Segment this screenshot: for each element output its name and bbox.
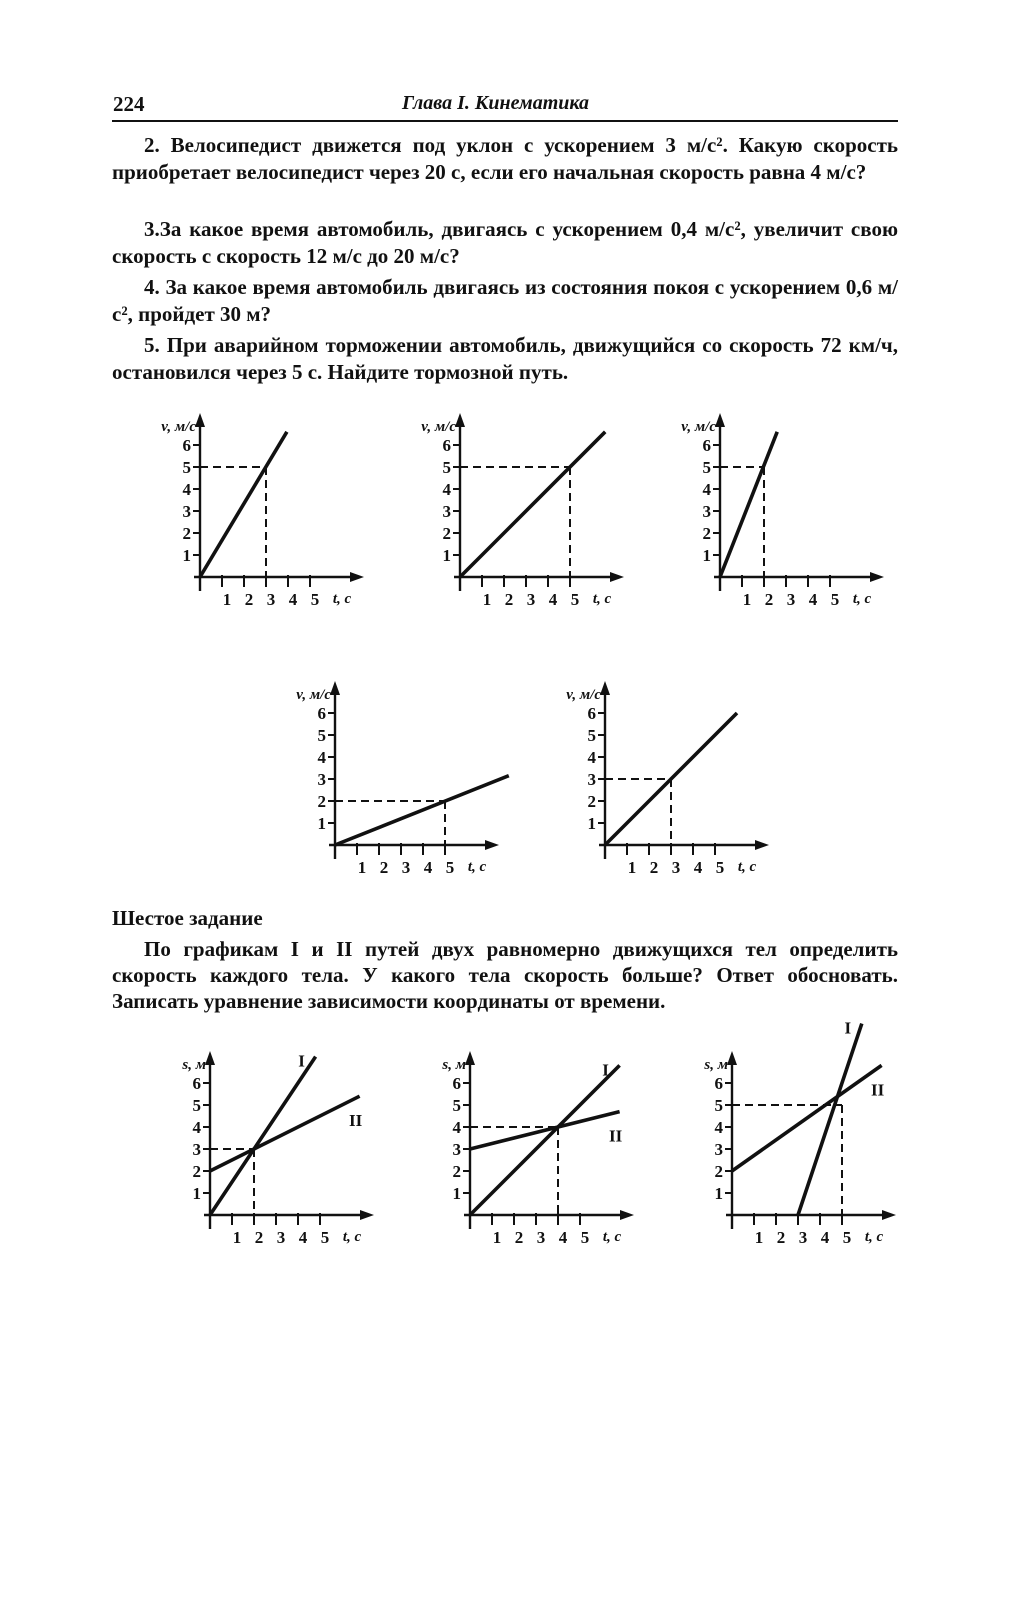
x-tick-label: 2: [504, 590, 514, 609]
velocity-graph-2: [390, 405, 630, 615]
y-axis-label: v, м/с: [681, 419, 716, 435]
page-number: 224: [113, 92, 145, 116]
x-tick-label: 4: [808, 590, 818, 609]
y-axis-label: v, м/с: [421, 419, 456, 435]
y-tick-label: 3: [702, 502, 711, 521]
x-tick-label: 4: [423, 858, 433, 877]
y-tick-label: 1: [452, 1184, 461, 1203]
y-tick-label: 2: [702, 524, 711, 543]
series-line: [200, 432, 287, 577]
y-axis-arrow: [455, 413, 465, 427]
y-tick-label: 6: [714, 1074, 723, 1093]
x-tick-label: 1: [232, 1228, 242, 1247]
y-axis-label: v, м/с: [161, 419, 196, 435]
y-tick-label: 1: [317, 814, 326, 833]
x-tick-label: 2: [254, 1228, 264, 1247]
series-line: [470, 1065, 620, 1215]
y-tick-label: 6: [702, 436, 711, 455]
y-tick-label: 4: [192, 1118, 201, 1137]
y-tick-label: 3: [587, 770, 596, 789]
series-label: I: [844, 1018, 852, 1038]
x-axis-arrow: [620, 1210, 634, 1220]
y-tick-label: 6: [442, 436, 451, 455]
x-tick-label: 3: [401, 858, 411, 877]
x-tick-label: 4: [693, 858, 703, 877]
y-axis-label: v, м/с: [566, 687, 601, 703]
x-tick-label: 1: [482, 590, 492, 609]
y-tick-label: 2: [452, 1162, 461, 1181]
y-axis-arrow: [715, 413, 725, 427]
y-tick-label: 3: [317, 770, 326, 789]
problem-5-text: 5. При аварийном торможении автомобиль, движущийся со скорость 72 км/ч, остановился через 5 с. Найдите тормозной путь.: [112, 333, 898, 384]
y-axis-label: v, м/с: [296, 687, 331, 703]
x-tick-label: 3: [786, 590, 796, 609]
distance-graph-3: [662, 1018, 902, 1258]
x-tick-label: 3: [526, 590, 536, 609]
x-tick-label: 5: [570, 590, 580, 609]
y-tick-label: 4: [442, 480, 451, 499]
y-tick-label: 1: [714, 1184, 723, 1203]
x-axis-arrow: [882, 1210, 896, 1220]
y-tick-label: 5: [714, 1096, 723, 1115]
problem-2: [112, 132, 898, 185]
y-tick-label: 4: [452, 1118, 461, 1137]
velocity-graph-4: [265, 673, 505, 883]
y-axis-arrow: [727, 1051, 737, 1065]
velocity-graph-5: [535, 673, 775, 883]
series-line: [732, 1065, 882, 1171]
y-tick-label: 1: [182, 546, 191, 565]
x-tick-label: 5: [830, 590, 840, 609]
x-tick-label: 3: [671, 858, 681, 877]
chapter-title: Глава I. Кинематика: [402, 92, 590, 114]
x-tick-label: 3: [798, 1228, 808, 1247]
y-tick-label: 6: [317, 704, 326, 723]
y-tick-label: 1: [702, 546, 711, 565]
x-tick-label: 4: [298, 1228, 308, 1247]
x-tick-label: 3: [536, 1228, 546, 1247]
x-tick-label: 4: [288, 590, 298, 609]
x-tick-label: 3: [276, 1228, 286, 1247]
x-tick-label: 2: [764, 590, 774, 609]
x-tick-label: 5: [842, 1228, 852, 1247]
y-tick-label: 1: [442, 546, 451, 565]
series-label: II: [870, 1080, 885, 1100]
y-tick-label: 5: [182, 458, 191, 477]
x-axis-arrow: [610, 572, 624, 582]
x-tick-label: 3: [266, 590, 276, 609]
y-tick-label: 4: [182, 480, 191, 499]
section-title: Шестое задание: [112, 906, 263, 930]
y-tick-label: 3: [192, 1140, 201, 1159]
x-tick-label: 4: [820, 1228, 830, 1247]
y-tick-label: 3: [182, 502, 191, 521]
x-axis-label: t, с: [864, 1229, 884, 1245]
x-tick-label: 2: [514, 1228, 524, 1247]
y-tick-label: 3: [452, 1140, 461, 1159]
header-rule: [112, 120, 898, 122]
y-axis-arrow: [465, 1051, 475, 1065]
x-tick-label: 2: [379, 858, 389, 877]
y-tick-label: 1: [587, 814, 596, 833]
x-tick-label: 5: [580, 1228, 590, 1247]
x-tick-label: 5: [445, 858, 455, 877]
series-line: [210, 1096, 360, 1171]
x-axis-label: t, с: [467, 859, 487, 875]
x-axis-arrow: [870, 572, 884, 582]
x-tick-label: 1: [492, 1228, 502, 1247]
x-axis-label: t, с: [737, 859, 757, 875]
problem-4-text: 4. За какое время автомобиль двигаясь из состояния покоя с ускорением 0,6 м/с², пройдет 30 м?: [112, 275, 898, 326]
problem-3: [112, 216, 898, 269]
x-tick-label: 5: [715, 858, 725, 877]
x-tick-label: 4: [548, 590, 558, 609]
y-tick-label: 6: [587, 704, 596, 723]
x-tick-label: 1: [627, 858, 637, 877]
y-tick-label: 4: [587, 748, 596, 767]
series-label: I: [602, 1060, 609, 1080]
series-line: [720, 432, 777, 577]
y-tick-label: 5: [587, 726, 596, 745]
x-axis-label: t, с: [852, 591, 872, 607]
distance-graph-1: [140, 1043, 380, 1258]
x-tick-label: 1: [754, 1228, 764, 1247]
x-tick-label: 1: [357, 858, 367, 877]
x-axis-label: t, с: [592, 591, 612, 607]
problem-2-text: 2. Велосипедист движется под уклон с ускорением 3 м/с². Какую скорость приобретает велосипедист через 20 с, если его начальная скорость равна 4 м/с?: [112, 133, 898, 184]
y-tick-label: 6: [452, 1074, 461, 1093]
x-tick-label: 5: [310, 590, 320, 609]
series-label: II: [348, 1111, 363, 1131]
y-axis-arrow: [195, 413, 205, 427]
series-label: II: [608, 1126, 623, 1146]
y-tick-label: 5: [192, 1096, 201, 1115]
x-tick-label: 2: [649, 858, 659, 877]
series-line: [460, 432, 605, 577]
problem-3-text: 3.За какое время автомобиль, двигаясь с ускорением 0,4 м/с², увеличит свою скорость с скорость 12 м/с до 20 м/с?: [112, 217, 898, 268]
y-axis-arrow: [330, 681, 340, 695]
y-tick-label: 5: [442, 458, 451, 477]
x-tick-label: 4: [558, 1228, 568, 1247]
velocity-graph-3: [650, 405, 890, 615]
y-axis-label: s, м: [704, 1057, 728, 1073]
y-tick-label: 2: [442, 524, 451, 543]
series-line: [470, 1112, 620, 1149]
y-tick-label: 4: [317, 748, 326, 767]
series-label: I: [298, 1051, 305, 1071]
problem-4: [112, 274, 898, 327]
x-tick-label: 5: [320, 1228, 330, 1247]
y-tick-label: 4: [702, 480, 711, 499]
x-axis-arrow: [755, 840, 769, 850]
y-tick-label: 5: [452, 1096, 461, 1115]
y-tick-label: 3: [714, 1140, 723, 1159]
y-tick-label: 2: [317, 792, 326, 811]
y-tick-label: 3: [442, 502, 451, 521]
x-axis-label: t, с: [332, 591, 352, 607]
y-tick-label: 2: [587, 792, 596, 811]
task-text: [112, 936, 898, 1014]
y-tick-label: 2: [714, 1162, 723, 1181]
y-tick-label: 5: [702, 458, 711, 477]
x-axis-arrow: [485, 840, 499, 850]
y-axis-arrow: [205, 1051, 215, 1065]
x-axis-arrow: [360, 1210, 374, 1220]
y-tick-label: 1: [192, 1184, 201, 1203]
y-axis-label: s, м: [182, 1057, 206, 1073]
x-tick-label: 1: [742, 590, 752, 609]
problem-5: [112, 332, 898, 385]
y-tick-label: 4: [714, 1118, 723, 1137]
velocity-graph-1: [130, 405, 370, 615]
x-tick-label: 2: [776, 1228, 786, 1247]
x-tick-label: 2: [244, 590, 254, 609]
x-axis-arrow: [350, 572, 364, 582]
y-tick-label: 5: [317, 726, 326, 745]
y-axis-label: s, м: [442, 1057, 466, 1073]
series-line: [210, 1057, 316, 1215]
y-tick-label: 2: [192, 1162, 201, 1181]
x-tick-label: 1: [222, 590, 232, 609]
distance-graph-2: [400, 1043, 640, 1258]
series-line: [335, 776, 509, 845]
x-axis-label: t, с: [602, 1229, 622, 1245]
task-text-body: По графикам I и II путей двух равномерно движущихся тел определить скорость каждого тела. У какого тела скорость больше? Ответ обосновать. Записать уравнение зависимости координаты от времени.: [112, 937, 898, 1013]
y-tick-label: 2: [182, 524, 191, 543]
y-axis-arrow: [600, 681, 610, 695]
y-tick-label: 6: [192, 1074, 201, 1093]
x-axis-label: t, с: [342, 1229, 362, 1245]
y-tick-label: 6: [182, 436, 191, 455]
